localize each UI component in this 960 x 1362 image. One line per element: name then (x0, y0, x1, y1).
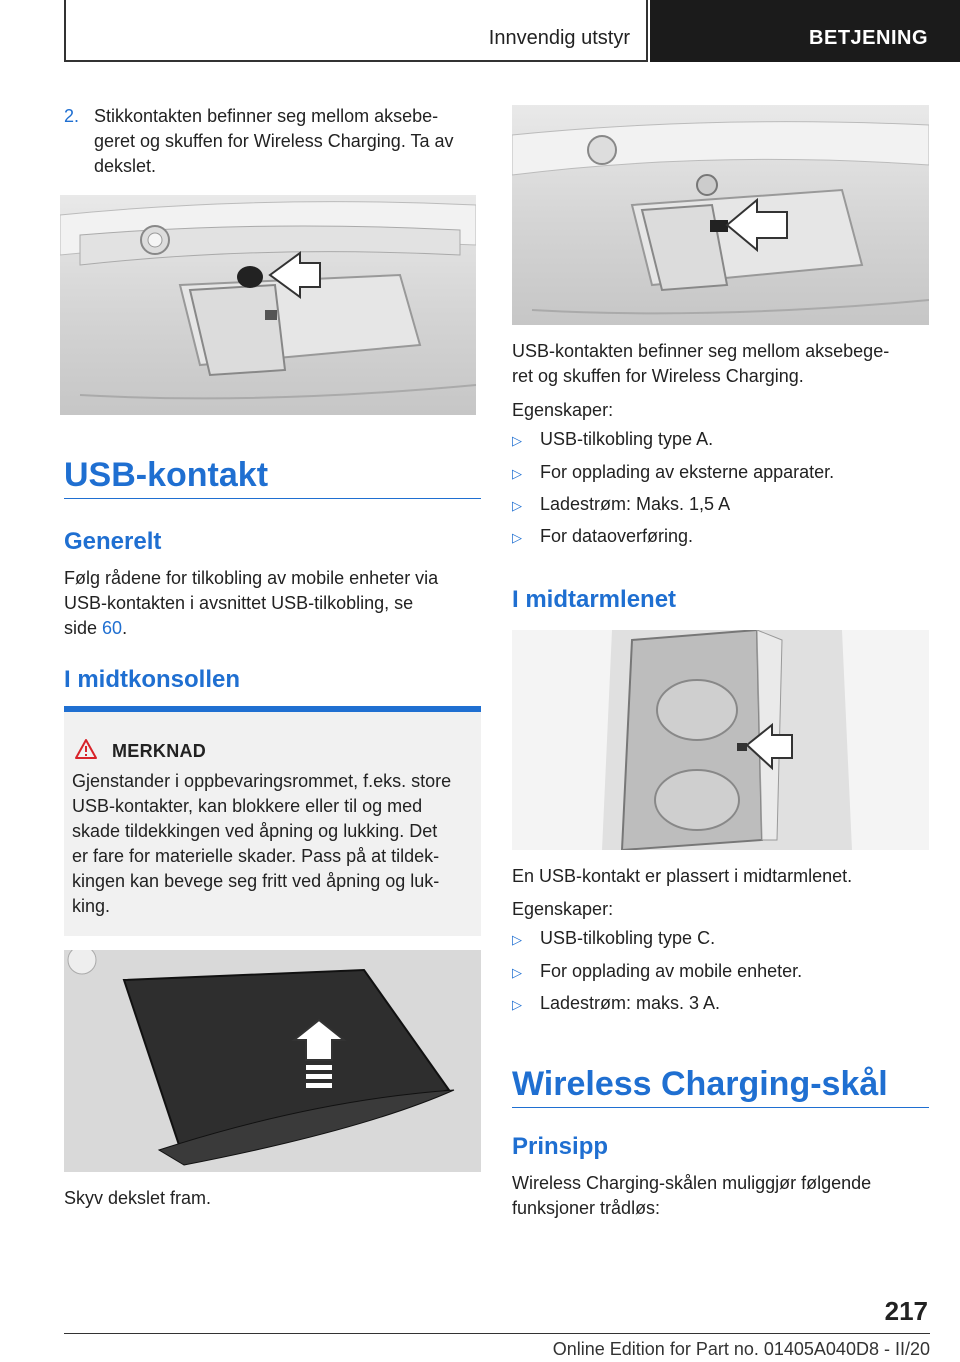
triangle-bullet-icon: ▷ (512, 530, 522, 545)
triangle-bullet-icon: ▷ (512, 466, 522, 481)
page-reference-link[interactable]: 60 (102, 618, 123, 638)
general-text-line2: USB-kontakten i avsnittet USB-tilkobling, se (64, 593, 414, 613)
general-heading: Generelt (64, 528, 162, 555)
notice-line1: Gjenstander i oppbevaringsrommet, f.eks. store (72, 771, 452, 791)
triangle-bullet-icon: ▷ (512, 498, 522, 513)
usb-heading-rule (64, 498, 481, 499)
general-text-line1: Følg rådene for tilkobling av mobile enheter via (64, 568, 439, 588)
header-section-title: Innvendig utstyr (488, 27, 630, 49)
wireless-heading: Wireless Charging-skål (512, 1065, 888, 1103)
armrest-desc: En USB-kontakt er plassert i midtarmlenet. (512, 866, 853, 886)
notice-line4: er fare for materielle skader. Pass på at tildek- (72, 846, 440, 866)
warning-triangle-icon (74, 738, 98, 765)
notice-title: MERKNAD (112, 741, 207, 761)
properties-label-1: Egenskaper: (512, 400, 614, 420)
bullet-item: ▷ USB-tilkobling type A. (512, 429, 714, 449)
triangle-bullet-icon: ▷ (512, 433, 522, 448)
general-text-line3: side 60. (64, 618, 128, 638)
slide-caption: Skyv dekslet fram. (64, 1188, 212, 1208)
header-section-box (64, 0, 648, 62)
console-usb-photo (512, 105, 929, 325)
bullet-item: ▷ Ladestrøm: maks. 3 A. (512, 993, 721, 1013)
step-text-line3: dekslet. (94, 156, 157, 176)
step-text-line1: Stikkontakten befinner seg mellom aksebe- (94, 106, 439, 126)
footer-rule (64, 1333, 930, 1334)
notice-line5: kingen kan bevege seg fritt ved åpning og luk- (72, 871, 440, 891)
armrest-usb-photo (512, 630, 929, 850)
armrest-heading: I midtarmlenet (512, 586, 677, 613)
usb-heading: USB-kontakt (64, 456, 269, 494)
console-heading: I midtkonsollen (64, 666, 241, 693)
footer-edition: Online Edition for Part no. 01405A040D8 - II/20 (552, 1339, 930, 1359)
triangle-bullet-icon: ▷ (512, 997, 522, 1012)
principle-text-line2: funksjoner trådløs: (512, 1198, 661, 1218)
step-text-line2: geret og skuffen for Wireless Charging. Ta av (94, 131, 454, 151)
page-number: 217 (884, 1296, 928, 1326)
bullet-item: ▷ Ladestrøm: Maks. 1,5 A (512, 494, 731, 514)
notice-box (64, 706, 481, 936)
console-desc-line1: USB-kontakten befinner seg mellom aksebege- (512, 341, 890, 361)
console-desc-line2: ret og skuffen for Wireless Charging. (512, 366, 804, 386)
notice-line6: king. (72, 896, 111, 916)
bullet-item: ▷ For opplading av mobile enheter. (512, 961, 803, 981)
step-number: 2. (64, 106, 80, 126)
triangle-bullet-icon: ▷ (512, 965, 522, 980)
triangle-bullet-icon: ▷ (512, 932, 522, 947)
notice-line2: USB-kontakter, kan blokkere eller til og med (72, 796, 423, 816)
principle-heading: Prinsipp (512, 1133, 609, 1160)
bullet-item: ▷ For opplading av eksterne apparater. (512, 462, 835, 482)
slide-cover-photo (64, 950, 481, 1172)
bullet-item: ▷ USB-tilkobling type C. (512, 928, 716, 948)
properties-label-2: Egenskaper: (512, 899, 614, 919)
principle-text-line1: Wireless Charging-skålen muliggjør følgende (512, 1173, 872, 1193)
notice-line3: skade tildekkingen ved åpning og lukking. Det (72, 821, 438, 841)
header-chapter-label: BETJENING (809, 27, 928, 49)
bullet-item: ▷ For dataoverføring. (512, 526, 694, 546)
wireless-heading-rule (512, 1107, 929, 1108)
header-chapter-tab (650, 0, 960, 62)
console-socket-photo (60, 195, 476, 415)
